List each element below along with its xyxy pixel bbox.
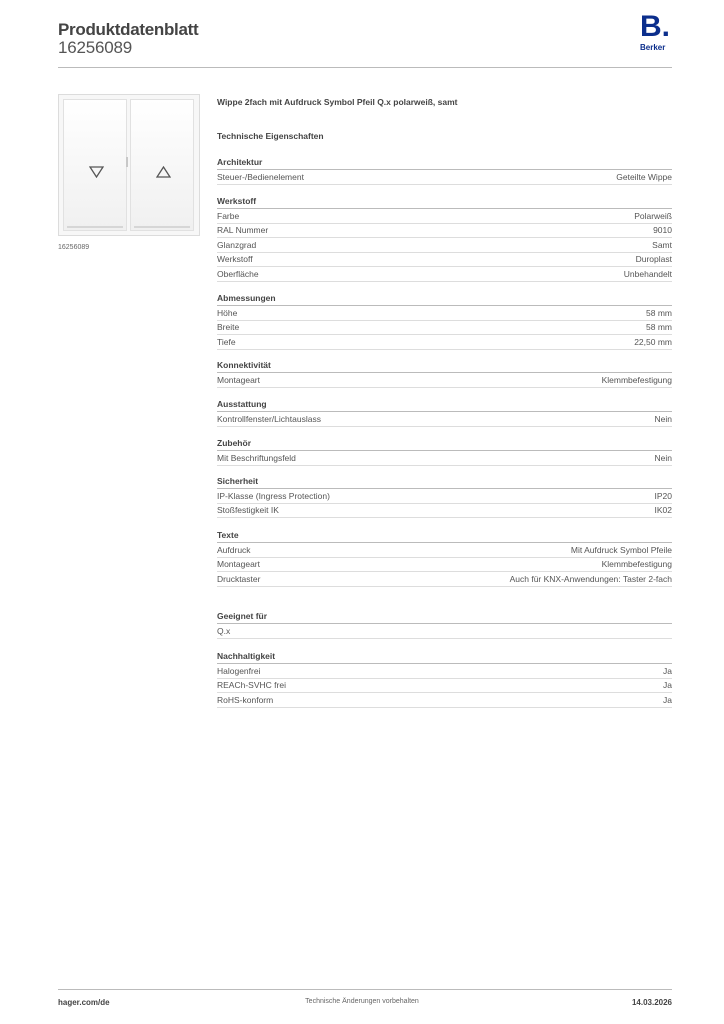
section-title: Architektur bbox=[217, 156, 672, 170]
led-indicator bbox=[126, 157, 128, 167]
spec-value: Nein bbox=[654, 413, 672, 424]
section-title: Konnektivität bbox=[217, 359, 672, 373]
logo-word: Berker bbox=[640, 43, 666, 52]
section-title: Geeignet für bbox=[217, 610, 672, 624]
spec-label: Q.x bbox=[217, 625, 231, 636]
spec-label: Steuer-/Bedienelement bbox=[217, 171, 304, 182]
spec-label: Aufdruck bbox=[217, 544, 251, 555]
spec-value: Duroplast bbox=[635, 254, 672, 265]
footer-disclaimer: Technische Änderungen vorbehalten bbox=[305, 998, 419, 1005]
spec-value: Polarweiß bbox=[634, 210, 672, 221]
spec-label: Oberfläche bbox=[217, 268, 259, 279]
section-title: Zubehör bbox=[217, 437, 672, 451]
spec-section bbox=[217, 359, 672, 388]
section-title: Ausstattung bbox=[217, 398, 672, 412]
spec-row bbox=[217, 693, 672, 708]
spec-row bbox=[217, 412, 672, 427]
image-caption: 16256089 bbox=[58, 244, 90, 251]
spec-label: Werkstoff bbox=[217, 254, 253, 265]
spec-section bbox=[217, 475, 672, 518]
spec-value: Mit Aufdruck Symbol Pfeile bbox=[570, 544, 672, 555]
spec-value: Klemmbefestigung bbox=[601, 559, 672, 570]
spec-row bbox=[217, 489, 672, 504]
spec-label: RAL Nummer bbox=[217, 225, 269, 236]
spec-value: Ja bbox=[663, 694, 672, 705]
spec-row bbox=[217, 543, 672, 558]
spec-value: Nein bbox=[654, 452, 672, 463]
spec-label: IP-Klasse (Ingress Protection) bbox=[217, 490, 330, 501]
spec-value: 22,50 mm bbox=[634, 336, 672, 347]
spec-value: Ja bbox=[663, 665, 672, 676]
spec-value: IP20 bbox=[654, 490, 672, 501]
spec-section bbox=[217, 650, 672, 708]
section-title: Abmessungen bbox=[217, 292, 672, 306]
spec-value: Samt bbox=[652, 239, 672, 250]
header-divider bbox=[58, 67, 672, 68]
spec-label: REACh-SVHC frei bbox=[217, 680, 286, 691]
spec-label: Halogenfrei bbox=[217, 665, 261, 676]
spec-row bbox=[217, 170, 672, 185]
spec-label: Höhe bbox=[217, 307, 238, 318]
article-number: 16256089 bbox=[58, 38, 133, 57]
rocker-left bbox=[63, 99, 127, 231]
spec-value: 58 mm bbox=[646, 307, 672, 318]
spec-row bbox=[217, 373, 672, 388]
logo-letter: B. bbox=[640, 10, 670, 43]
spec-label: Mit Beschriftungsfeld bbox=[217, 452, 296, 463]
spec-value: Klemmbefestigung bbox=[601, 374, 672, 385]
spec-label: Montageart bbox=[217, 559, 260, 570]
spec-value: Geteilte Wippe bbox=[616, 171, 672, 182]
footer-website: hager.com/de bbox=[58, 998, 110, 1007]
spec-section bbox=[217, 156, 672, 185]
spec-row bbox=[217, 209, 672, 224]
spec-row bbox=[217, 306, 672, 321]
spec-row bbox=[217, 238, 672, 253]
product-image bbox=[58, 94, 200, 236]
spec-label: Farbe bbox=[217, 210, 240, 221]
spec-row bbox=[217, 504, 672, 519]
spec-label: Montageart bbox=[217, 374, 260, 385]
spec-row bbox=[217, 267, 672, 282]
rocker-right bbox=[130, 99, 194, 231]
rocker-left-base bbox=[67, 226, 123, 228]
arrow-up-triangle-icon bbox=[156, 166, 171, 178]
spec-value: 58 mm bbox=[646, 322, 672, 333]
spec-value: IK02 bbox=[654, 505, 672, 516]
spec-section bbox=[217, 610, 672, 639]
spec-row bbox=[217, 321, 672, 336]
spec-row bbox=[217, 253, 672, 268]
spec-label: Stoßfestigkeit IK bbox=[217, 505, 279, 516]
document-title: Produktdatenblatt bbox=[58, 20, 199, 39]
spec-row bbox=[217, 679, 672, 694]
spec-label: Glanzgrad bbox=[217, 239, 257, 250]
spec-label: RoHS-konform bbox=[217, 694, 274, 705]
berker-logo bbox=[638, 10, 674, 54]
spec-value: Ja bbox=[663, 680, 672, 691]
spec-label: Kontrollfenster/Lichtauslass bbox=[217, 413, 321, 424]
spec-value: 9010 bbox=[653, 225, 672, 236]
spec-row bbox=[217, 451, 672, 466]
spec-section bbox=[217, 292, 672, 350]
spec-section bbox=[217, 437, 672, 466]
arrow-down-triangle-icon bbox=[89, 166, 104, 178]
footer-date: 14.03.2026 bbox=[631, 998, 672, 1007]
section-title: Nachhaltigkeit bbox=[217, 650, 672, 664]
spec-row bbox=[217, 572, 672, 587]
spec-section bbox=[217, 195, 672, 282]
tech-properties-title: Technische Eigenschaften bbox=[217, 131, 324, 141]
rocker-right-base bbox=[134, 226, 190, 228]
spec-section bbox=[217, 529, 672, 587]
spec-value: Auch für KNX-Anwendungen: Taster 2-fach bbox=[509, 573, 672, 584]
spec-section bbox=[217, 398, 672, 427]
product-name: Wippe 2fach mit Aufdruck Symbol Pfeil Q.x polarweiß, samt bbox=[217, 97, 458, 107]
section-title: Werkstoff bbox=[217, 195, 672, 209]
spec-row bbox=[217, 335, 672, 350]
spec-row bbox=[217, 624, 672, 639]
spec-label: Tiefe bbox=[217, 336, 236, 347]
spec-label: Drucktaster bbox=[217, 573, 261, 584]
section-title: Texte bbox=[217, 529, 672, 543]
spec-row bbox=[217, 664, 672, 679]
footer-divider bbox=[58, 989, 672, 990]
spec-row bbox=[217, 224, 672, 239]
spec-label: Breite bbox=[217, 322, 240, 333]
spec-value: Unbehandelt bbox=[623, 268, 672, 279]
spec-row bbox=[217, 558, 672, 573]
section-title: Sicherheit bbox=[217, 475, 672, 489]
